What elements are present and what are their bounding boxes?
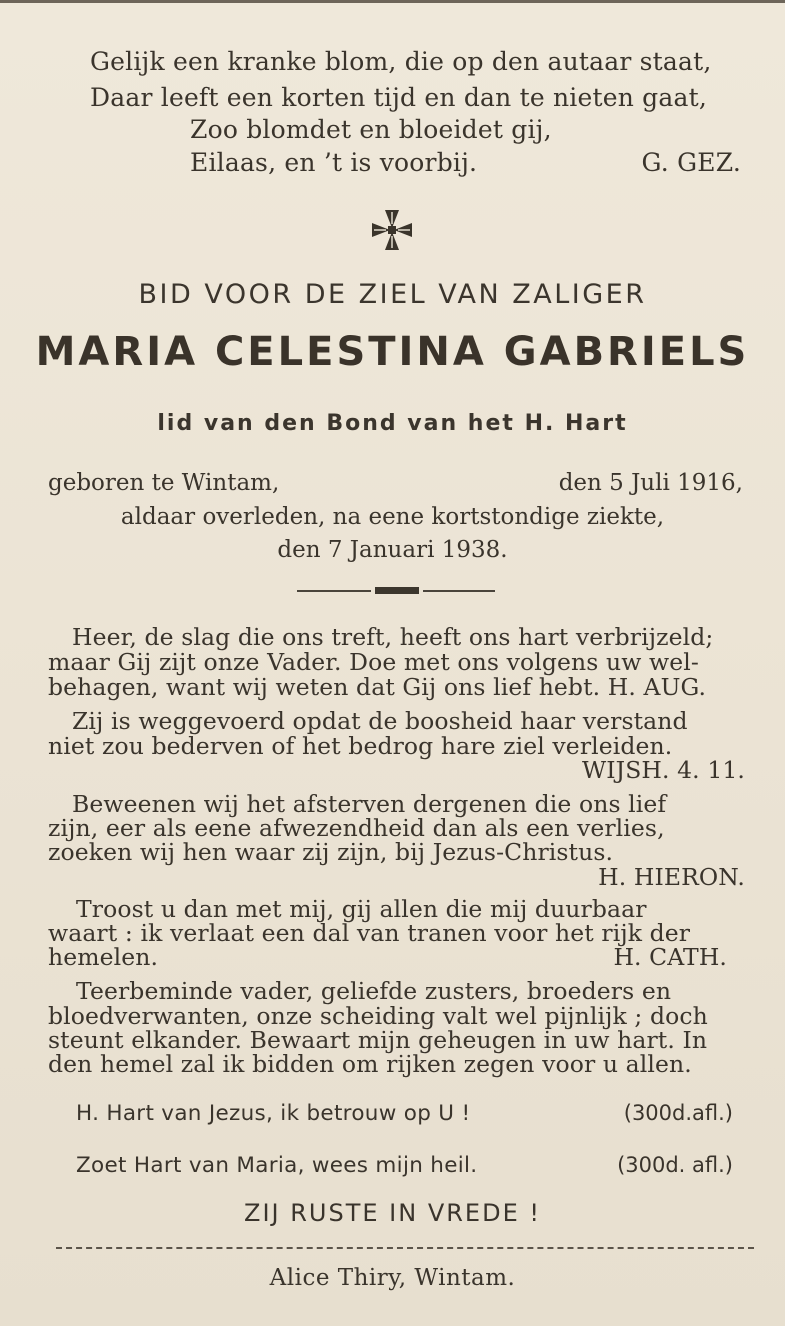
poem-line-1: Gelijk een kranke blom, die op den autaar staat, [90, 47, 712, 76]
printer-credit: Alice Thiry, Wintam. [269, 1265, 516, 1291]
death-place: aldaar overleden, na eene kortstondige ziekte, [120, 504, 665, 530]
birth-place: geboren te Wintam, [48, 470, 280, 496]
quote-5-line-3: steunt elkander. Bewaart mijn geheugen in uw hart. In [48, 1026, 708, 1054]
poem-author: G. GEZ. [641, 148, 741, 177]
prayer-heading: BID VOOR DE ZIEL VAN ZALIGER [138, 279, 647, 310]
quote-5-line-2: bloedverwanten, onze scheiding valt wel pijnlijk ; doch [48, 1002, 708, 1030]
quote-3-line-2: zijn, eer als eene afwezendheid dan als een verlies, [48, 814, 665, 842]
poem-line-2: Daar leeft een korten tijd en dan te nieten gaat, [90, 83, 707, 112]
divider-ornament [375, 587, 419, 594]
dotted-rule [56, 1247, 754, 1249]
quote-4-line-3: hemelen. [48, 943, 159, 971]
quote-3-source: H. HIERON. [598, 863, 745, 891]
prayer-1-text: H. Hart van Jezus, ik betrouw op U ! [76, 1101, 471, 1126]
quote-1-line-2: maar Gij zijt onze Vader. Doe met ons volgens uw wel- [48, 648, 699, 676]
quote-1-line-3: behagen, want wij weten dat Gij ons lief hebt. H. AUG. [48, 673, 707, 701]
cross-pattee-icon [370, 208, 414, 252]
prayer-2-text: Zoet Hart van Maria, wees mijn heil. [76, 1153, 478, 1178]
quote-2-line-2: niet zou bederven of het bedrog hare ziel verleiden. [48, 732, 673, 760]
quote-2-source: WIJSH. 4. 11. [582, 756, 745, 784]
rest-in-peace: ZIJ RUSTE IN VREDE ! [244, 1199, 541, 1227]
prayer-2-indulgence: (300d. afl.) [617, 1153, 733, 1177]
quote-3-line-3: zoeken wij hen waar zij zijn, bij Jezus-Christus. [48, 838, 614, 866]
quote-1-line-1: Heer, de slag die ons treft, heeft ons hart verbrijzeld; [72, 623, 714, 651]
quote-3-line-1: Beweenen wij het afsterven dergenen die ons lief [72, 790, 667, 818]
divider-left [297, 590, 371, 592]
poem-line-4: Eilaas, en ’t is voorbij. [190, 148, 478, 177]
divider-right [423, 590, 495, 592]
quote-4-line-1: Troost u dan met mij, gij allen die mij duurbaar [76, 895, 647, 923]
quote-5-line-1: Teerbeminde vader, geliefde zusters, broeders en [76, 977, 672, 1005]
deceased-name: MARIA CELESTINA GABRIELS [35, 329, 750, 375]
birth-date: den 5 Juli 1916, [558, 470, 743, 496]
quote-4-line-2: waart : ik verlaat een dal van tranen voor het rijk der [48, 919, 691, 947]
membership-line: lid van den Bond van het H. Hart [157, 411, 628, 436]
poem-line-3: Zoo blomdet en bloeidet gij, [190, 115, 552, 144]
prayer-1-indulgence: (300d.afl.) [623, 1101, 733, 1125]
quote-5-line-4: den hemel zal ik bidden om rijken zegen voor u allen. [48, 1050, 692, 1078]
quote-2-line-1: Zij is weggevoerd opdat de boosheid haar verstand [72, 707, 688, 735]
death-date: den 7 Januari 1938. [277, 537, 508, 563]
quote-4-source: H. CATH. [613, 943, 727, 971]
